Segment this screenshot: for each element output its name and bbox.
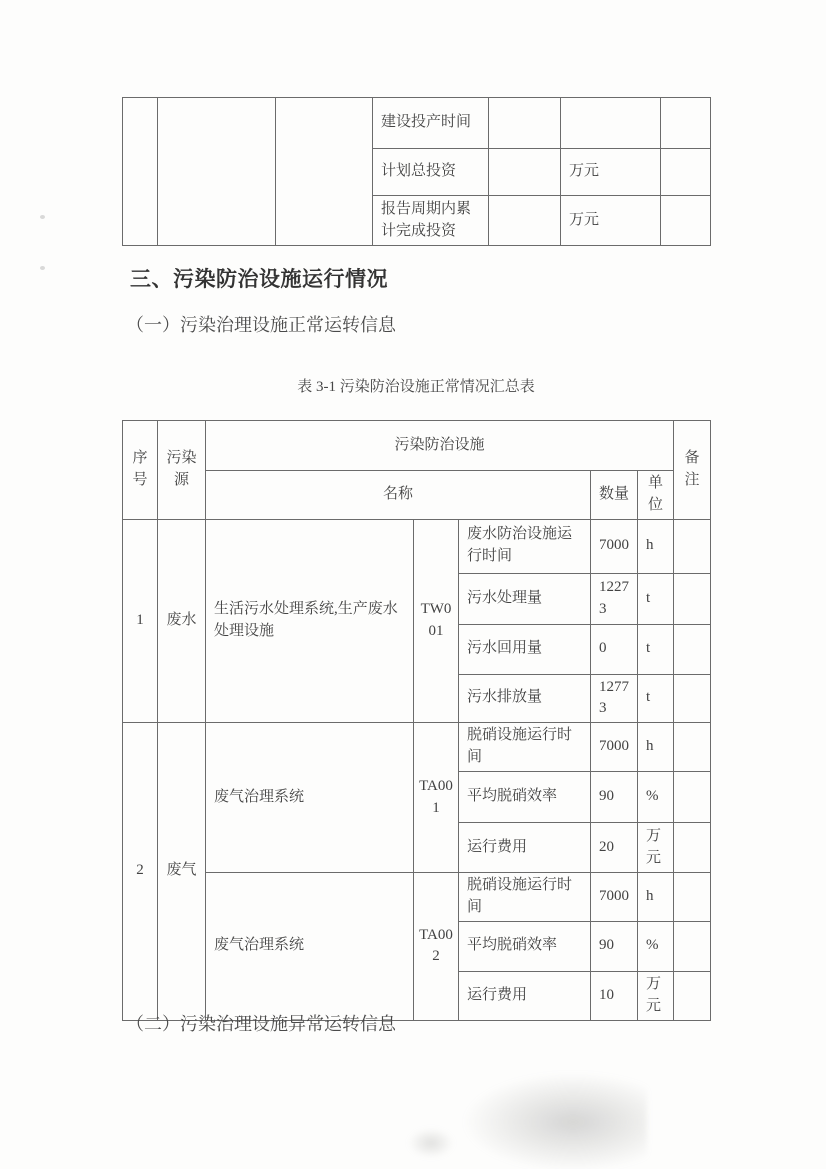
empty-cell — [276, 98, 373, 246]
quantity-cell: 7000 — [591, 519, 638, 573]
header-unit: 单位 — [638, 471, 674, 520]
metric-cell: 污水回用量 — [459, 624, 591, 674]
facility-name-cell: 生活污水处理系统,生产废水处理设施 — [206, 519, 414, 723]
facility-name-cell: 废气治理系统 — [206, 873, 414, 1021]
metric-cell: 脱硝设施运行时间 — [459, 723, 591, 772]
empty-cell — [158, 98, 276, 246]
unit-cell: 万元 — [638, 823, 674, 873]
unit-cell: h — [638, 873, 674, 922]
label-cell: 建设投产时间 — [373, 98, 489, 149]
unit-cell: 万元 — [561, 196, 661, 246]
unit-cell: t — [638, 573, 674, 624]
header-remark: 备注 — [674, 421, 711, 520]
header-seq: 序号 — [123, 421, 158, 520]
unit-cell: t — [638, 674, 674, 723]
investment-continuation-table — [122, 97, 711, 246]
remark-cell — [674, 674, 711, 723]
quantity-cell: 90 — [591, 921, 638, 971]
remark-cell — [661, 196, 711, 246]
quantity-cell: 12273 — [591, 573, 638, 624]
metric-cell: 污水处理量 — [459, 573, 591, 624]
value-cell — [489, 98, 561, 149]
metric-cell: 平均脱硝效率 — [459, 772, 591, 823]
remark-cell — [661, 149, 711, 196]
scan-speck — [40, 215, 45, 219]
metric-cell: 运行费用 — [459, 971, 591, 1020]
metric-cell: 平均脱硝效率 — [459, 921, 591, 971]
scan-speck — [40, 266, 45, 270]
quantity-cell: 90 — [591, 772, 638, 823]
remark-cell — [674, 971, 711, 1020]
value-cell — [489, 149, 561, 196]
unit-cell: % — [638, 772, 674, 823]
label-cell: 报告周期内累计完成投资 — [373, 196, 489, 246]
metric-cell: 污水排放量 — [459, 674, 591, 723]
unit-cell: % — [638, 921, 674, 971]
subsection-heading-abnormal-operation: （二）污染治理设施异常运转信息 — [126, 1014, 396, 1034]
quantity-cell: 7000 — [591, 723, 638, 772]
source-cell: 废水 — [158, 519, 206, 723]
pollution-facility-summary-table — [122, 420, 711, 1021]
remark-cell — [674, 772, 711, 823]
table-caption: 表 3-1 污染防治设施正常情况汇总表 — [297, 379, 535, 395]
facility-code-cell: TA002 — [414, 873, 459, 1021]
value-cell — [489, 196, 561, 246]
scan-smudge — [408, 1128, 454, 1158]
metric-cell: 运行费用 — [459, 823, 591, 873]
quantity-cell: 7000 — [591, 873, 638, 922]
quantity-cell: 10 — [591, 971, 638, 1020]
facility-code-cell: TA001 — [414, 723, 459, 873]
remark-cell — [674, 723, 711, 772]
facility-code-cell: TW001 — [414, 519, 459, 723]
remark-cell — [674, 624, 711, 674]
remark-cell — [674, 519, 711, 573]
unit-cell: h — [638, 519, 674, 573]
scan-smudge — [462, 1072, 647, 1169]
remark-cell — [674, 573, 711, 624]
quantity-cell: 0 — [591, 624, 638, 674]
metric-cell: 废水防治设施运行时间 — [459, 519, 591, 573]
unit-cell: 万元 — [638, 971, 674, 1020]
remark-cell — [674, 873, 711, 922]
subsection-heading-normal-operation: （一）污染治理设施正常运转信息 — [126, 315, 396, 335]
quantity-cell: 20 — [591, 823, 638, 873]
unit-cell: 万元 — [561, 149, 661, 196]
metric-cell: 脱硝设施运行时间 — [459, 873, 591, 922]
section-heading: 三、污染防治设施运行情况 — [130, 267, 388, 291]
facility-name-cell: 废气治理系统 — [206, 723, 414, 873]
empty-seq-cell — [123, 98, 158, 246]
header-name: 名称 — [206, 471, 591, 520]
unit-cell: h — [638, 723, 674, 772]
label-cell: 计划总投资 — [373, 149, 489, 196]
quantity-cell: 12773 — [591, 674, 638, 723]
unit-cell: t — [638, 624, 674, 674]
remark-cell — [661, 98, 711, 149]
remark-cell — [674, 823, 711, 873]
header-source: 污染源 — [158, 421, 206, 520]
header-facility: 污染防治设施 — [206, 421, 674, 471]
source-cell: 废气 — [158, 723, 206, 1021]
remark-cell — [674, 921, 711, 971]
header-quantity: 数量 — [591, 471, 638, 520]
unit-cell — [561, 98, 661, 149]
seq-cell: 1 — [123, 519, 158, 723]
seq-cell: 2 — [123, 723, 158, 1021]
